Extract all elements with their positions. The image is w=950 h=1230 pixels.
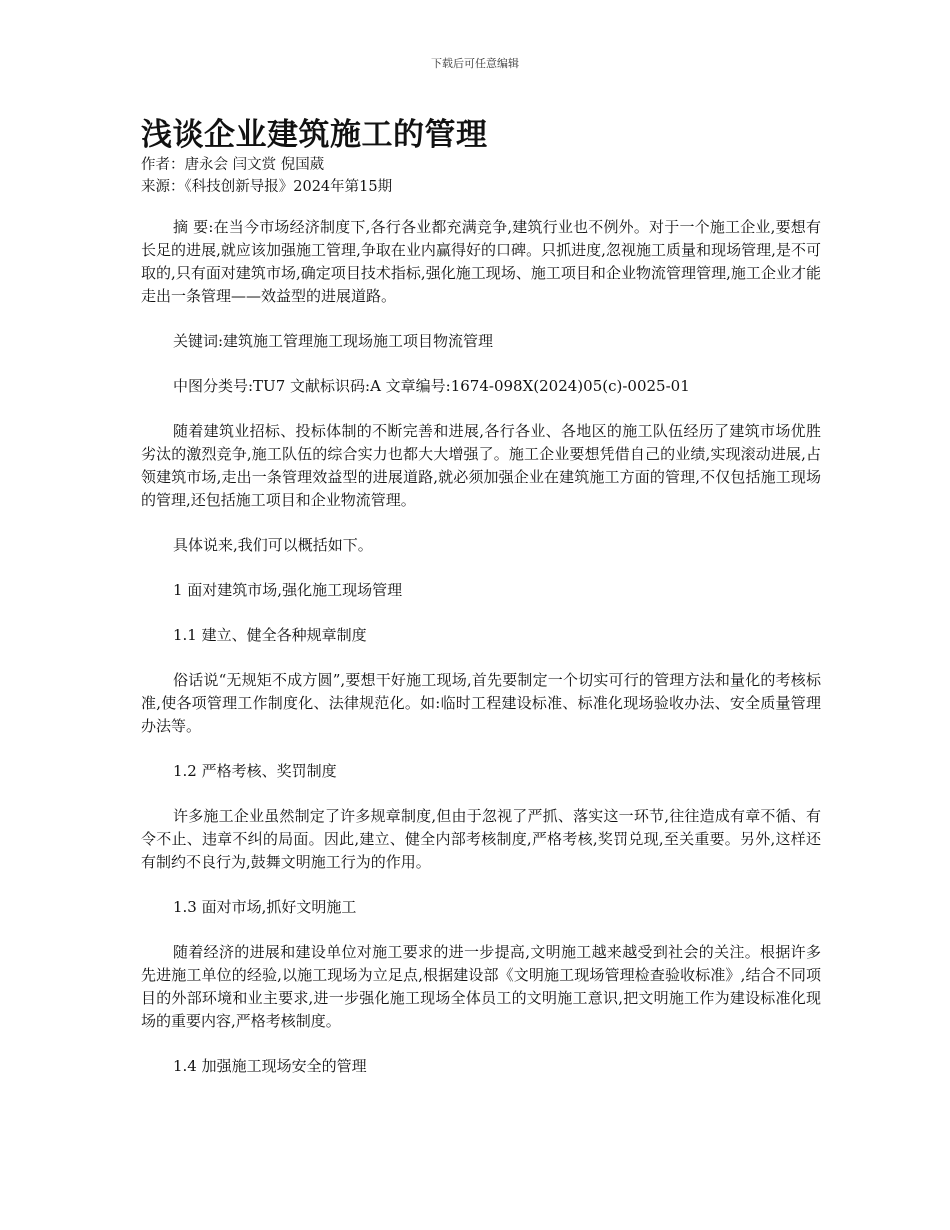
article-title: 浅谈企业建筑施工的管理: [141, 117, 488, 153]
article-source: 来源：《科技创新导报》2024年第15期: [141, 179, 393, 195]
keywords-line: 关键词:建筑施工管理施工现场施工项目物流管理: [173, 332, 494, 350]
body-paragraph: 俗话说“无规矩不成方圆”,要想干好施工现场,首先要制定一个切实可行的管理方法和量化的考核标准,使各项管理工作制度化、法律规范化。如:临时工程建设标准、标准化现场验收办法、安全质量管理办法等。: [141, 671, 821, 735]
body-paragraph: 随着经济的进展和建设单位对施工要求的进一步提高,文明施工越来越受到社会的关注。根据许多先进施工单位的经验,以施工现场为立足点,根据建设部《文明施工现场管理检查验收标准》,结合不同项目的外部环境和业主要求,进一步强化施工现场全体员工的文明施工意识,把文明施工作为建设标准化现场的重要内容,严格考核制度。: [141, 943, 821, 1030]
document-body: [141, 116, 821, 1100]
subsection-heading: 1.1 建立、健全各种规章制度: [173, 626, 367, 644]
body-paragraph: 许多施工企业虽然制定了许多规章制度,但由于忽视了严抓、落实这一环节,往往造成有章不循、有令不止、违章不纠的局面。因此,建立、健全内部考核制度,严格考核,奖罚兑现,至关重要。另外,这样还有制约不良行为,鼓舞文明施工行为的作用。: [141, 807, 821, 871]
article-author: 作者：唐永会 闫文赏 倪国葳: [141, 157, 325, 173]
subsection-heading: 1.4 加强施工现场安全的管理: [173, 1057, 367, 1075]
section-heading: 1 面对建筑市场,强化施工现场管理: [173, 581, 403, 599]
body-paragraph: 具体说来,我们可以概括如下。: [173, 536, 373, 554]
subsection-heading: 1.3 面对市场,抓好文明施工: [173, 898, 357, 916]
body-paragraph: 随着建筑业招标、投标体制的不断完善和进展,各行各业、各地区的施工队伍经历了建筑市场优胜劣汰的激烈竞争,施工队伍的综合实力也都大大增强了。施工企业要想凭借自己的业绩,实现滚动进展,占领建筑市场,走出一条管理效益型的进展道路,就必须加强企业在建筑施工方面的管理,不仅包括施工现场的管理,还包括施工项目和企业物流管理。: [141, 422, 821, 509]
classification-line: 中图分类号:TU7 文献标识码:A 文章编号:1674-098X(2024)05(c)-0025-01: [173, 377, 690, 395]
abstract-paragraph: 摘 要:在当今市场经济制度下,各行各业都充满竞争,建筑行业也不例外。对于一个施工企业,要想有长足的进展,就应该加强施工管理,争取在业内赢得好的口碑。只抓进度,忽视施工质量和现场管理,是不可取的,只有面对建筑市场,确定项目技术指标,强化施工现场、施工项目和企业物流管理管理,施工企业才能走出一条管理——效益型的进展道路。: [141, 218, 821, 305]
subsection-heading: 1.2 严格考核、奖罚制度: [173, 762, 337, 780]
page-header-note: 下载后可任意编辑: [431, 57, 519, 70]
